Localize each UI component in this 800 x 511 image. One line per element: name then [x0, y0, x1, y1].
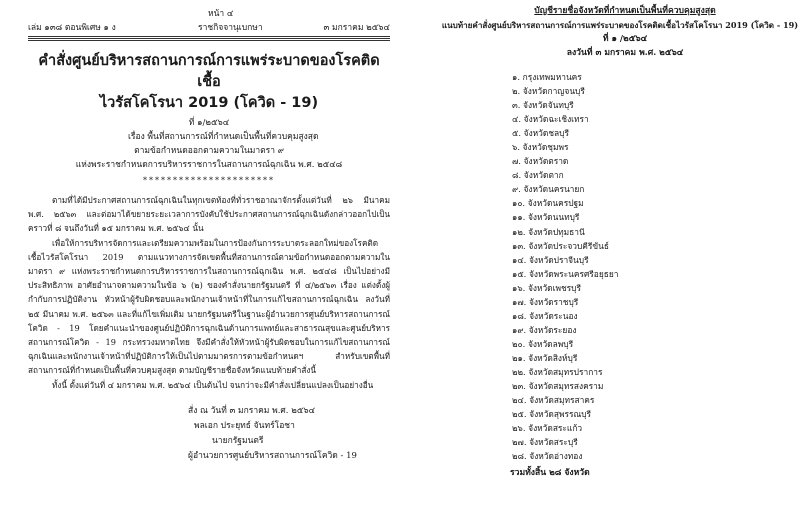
province-item: ๒๓. จังหวัดสมุทรสงคราม	[512, 381, 604, 392]
paragraph-2: เพื่อให้การบริหารจัดการและเตรียมความพร้อมในการป้องกันการระบาดระลอกใหม่ของโรคติดเชื้อไวรัสโคโรนา 2019 ตามแนวทางการจัดเขตพื้นที่สถานการณ์ตามข้อกำหนดออกตามความในมาตรา ๙ แห่งพระราชกำหนดการบริหารราชการในสถานการณ์ฉุกเฉิน พ.ศ. ๒๕๔๘ เป็นไปอย่างมีประสิทธิภาพ อาศัยอำนาจตามความในข้อ ๖ (๒) ของคำสั่งนายกรัฐมนตรี ที่ ๔/๒๕๖๓ เรื่อง แต่งตั้งผู้กำกับการปฏิบัติงาน หัวหน้าผู้รับผิดชอบและพนักงานเจ้าหน้าที่ในการแก้ไขสถานการณ์ฉุกเฉิน ลงวันที่ ๒๕ มีนาคม พ.ศ. ๒๕๖๓ และที่แก้ไขเพิ่มเติม นายกรัฐมนตรีในฐานะผู้อำนวยการศูนย์บริหารสถานการณ์โควิด - 19 โดยคำแนะนำของศูนย์ปฏิบัติการฉุกเฉินด้านการแพทย์และสาธารณสุขและศูนย์บริหารสถานการณ์โควิด - 19 กระทรวงมหาดไทย จึงมีคำสั่งให้หัวหน้าผู้รับผิดชอบในการแก้ไขสถานการณ์ฉุกเฉินและพนักงานเจ้าหน้าที่ปฏิบัติการให้เป็นไปตามมาตรการตามข้อกำหนดฯ สำหรับเขตพื้นที่สถานการณ์ที่กำหนดเป็นพื้นที่ควบคุมสูงสุด ตามบัญชีรายชื่อจังหวัดแนบท้ายคำสั่งนี้	[28, 237, 390, 376]
province-item: ๑๒. จังหวัดปทุมธานี	[512, 226, 585, 237]
province-list-document	[430, 0, 800, 511]
province-item: ๑๖. จังหวัดเพชรบุรี	[512, 282, 581, 293]
province-item: ๖. จังหวัดชุมพร	[512, 142, 569, 153]
signer-position-2: ผู้อำนวยการศูนย์บริหารสถานการณ์โควิด - 19	[188, 450, 357, 461]
province-item: ๒. จังหวัดกาญจนบุรี	[512, 86, 585, 97]
province-item: ๑๔. จังหวัดปราจีนบุรี	[512, 254, 589, 265]
list-order-date: ลงวันที่ ๓ มกราคม พ.ศ. ๒๕๖๔	[566, 48, 684, 58]
order-title-line1: คำสั่งศูนย์บริหารสถานการณ์การแพร่ระบาดของโรคติดเชื้อ	[38, 53, 380, 90]
gazette-date: ๓ มกราคม ๒๕๖๔	[323, 23, 390, 33]
province-list	[512, 70, 780, 463]
list-title	[470, 4, 780, 18]
separator-stars: **********************	[143, 176, 275, 185]
volume-number: เล่ม ๑๓๘ ตอนพิเศษ ๑ ง	[28, 23, 116, 33]
order-title	[28, 51, 390, 114]
province-item: ๑๑. จังหวัดนนทบุรี	[512, 212, 580, 223]
sign-date: สั่ง ณ วันที่ ๓ มกราคม พ.ศ. ๒๕๖๔	[188, 405, 316, 416]
gazette-header	[28, 6, 390, 36]
province-item: ๘. จังหวัดตาก	[512, 170, 564, 181]
page-number: หน้า ๔	[208, 9, 234, 19]
order-subject: เรื่อง พื้นที่สถานการณ์ที่กำหนดเป็นพื้นที่ควบคุมสูงสุด	[128, 132, 319, 142]
signer-name: พลเอก ประยุทธ์ จันทร์โอชา	[194, 420, 295, 431]
order-authority-line1: ตามข้อกำหนดออกตามความในมาตรา ๙	[134, 146, 284, 156]
province-item: ๔. จังหวัดฉะเชิงเทรา	[512, 114, 589, 125]
province-item: ๑. กรุงเทพมหานคร	[512, 72, 582, 82]
signer-position-1: นายกรัฐมนตรี	[212, 435, 264, 446]
province-item: ๒๐. จังหวัดลพบุรี	[512, 338, 574, 349]
province-total: รวมทั้งสิ้น ๒๘ จังหวัด	[510, 468, 590, 479]
paragraph-3: ทั้งนี้ ตั้งแต่วันที่ ๔ มกราคม พ.ศ. ๒๕๖๔ เป็นต้นไป จนกว่าจะมีคำสั่งเปลี่ยนแปลงเป็นอย่างอื่น	[52, 379, 374, 390]
header-double-rule	[28, 38, 390, 41]
signature-block	[188, 404, 390, 464]
province-item: ๒๑. จังหวัดสิงห์บุรี	[512, 352, 578, 363]
province-item: ๒๖. จังหวัดสระแก้ว	[512, 423, 583, 434]
province-item: ๑๘. จังหวัดระนอง	[512, 310, 578, 321]
header-rule	[28, 36, 390, 37]
list-subtitle: แนบท้ายคำสั่งศูนย์บริหารสถานการณ์การแพร่ระบาดของโรคติดเชื้อไวรัสโคโรนา 2019 (โควิด - 19)	[441, 20, 799, 30]
province-item: ๑๗. จังหวัดราชบุรี	[512, 296, 579, 307]
province-item: ๑๙. จังหวัดระยอง	[512, 324, 577, 335]
province-item: ๑๐. จังหวัดนครปฐม	[512, 198, 584, 209]
province-item: ๒๘. จังหวัดอ่างทอง	[512, 451, 583, 462]
province-item: ๒๕. จังหวัดสุพรรณบุรี	[512, 409, 592, 420]
paragraph-1: ตามที่ได้มีประกาศสถานการณ์ฉุกเฉินในทุกเขตท้องที่ทั่วราชอาณาจักรตั้งแต่วันที่ ๒๖ มีนาคม พ.ศ. ๒๕๖๓ และต่อมาได้ขยายระยะเวลาการบังคับใช้ประกาศสถานการณ์ฉุกเฉินดังกล่าวออกไปเป็นคราวที่ ๘ จนถึงวันที่ ๑๕ มกราคม พ.ศ. ๒๕๖๔ นั้น	[28, 195, 390, 234]
province-item: ๓. จังหวัดจันทบุรี	[512, 100, 574, 111]
province-item: ๒๔. จังหวัดสมุทรสาคร	[512, 395, 595, 406]
order-number: ที่ ๑/๒๕๖๔	[188, 118, 230, 128]
province-item: ๑๕. จังหวัดพระนครศรีอยุธยา	[512, 268, 619, 279]
list-order-number: ที่ ๑ /๒๕๖๔	[602, 34, 648, 44]
order-title-line2: ไวรัสโคโรนา 2019 (โควิด - 19)	[99, 95, 319, 111]
list-title-text: บัญชีรายชื่อจังหวัดที่กำหนดเป็นพื้นที่ควบคุมสูงสุด	[534, 6, 716, 16]
province-item: ๒๒. จังหวัดสมุทรปราการ	[512, 366, 603, 377]
gazette-name: ราชกิจจานุเบกษา	[198, 23, 263, 33]
province-item: ๗. จังหวัดตราด	[512, 156, 569, 167]
province-item: ๙. จังหวัดนครนายก	[512, 184, 585, 195]
province-item: ๕. จังหวัดชลบุรี	[512, 128, 569, 139]
order-authority-line2: แห่งพระราชกำหนดการบริหารราชการในสถานการณ์ฉุกเฉิน พ.ศ. ๒๕๔๘	[75, 160, 343, 170]
province-item: ๒๗. จังหวัดสระบุรี	[512, 437, 578, 448]
province-item: ๑๓. จังหวัดประจวบคีรีขันธ์	[512, 240, 609, 251]
